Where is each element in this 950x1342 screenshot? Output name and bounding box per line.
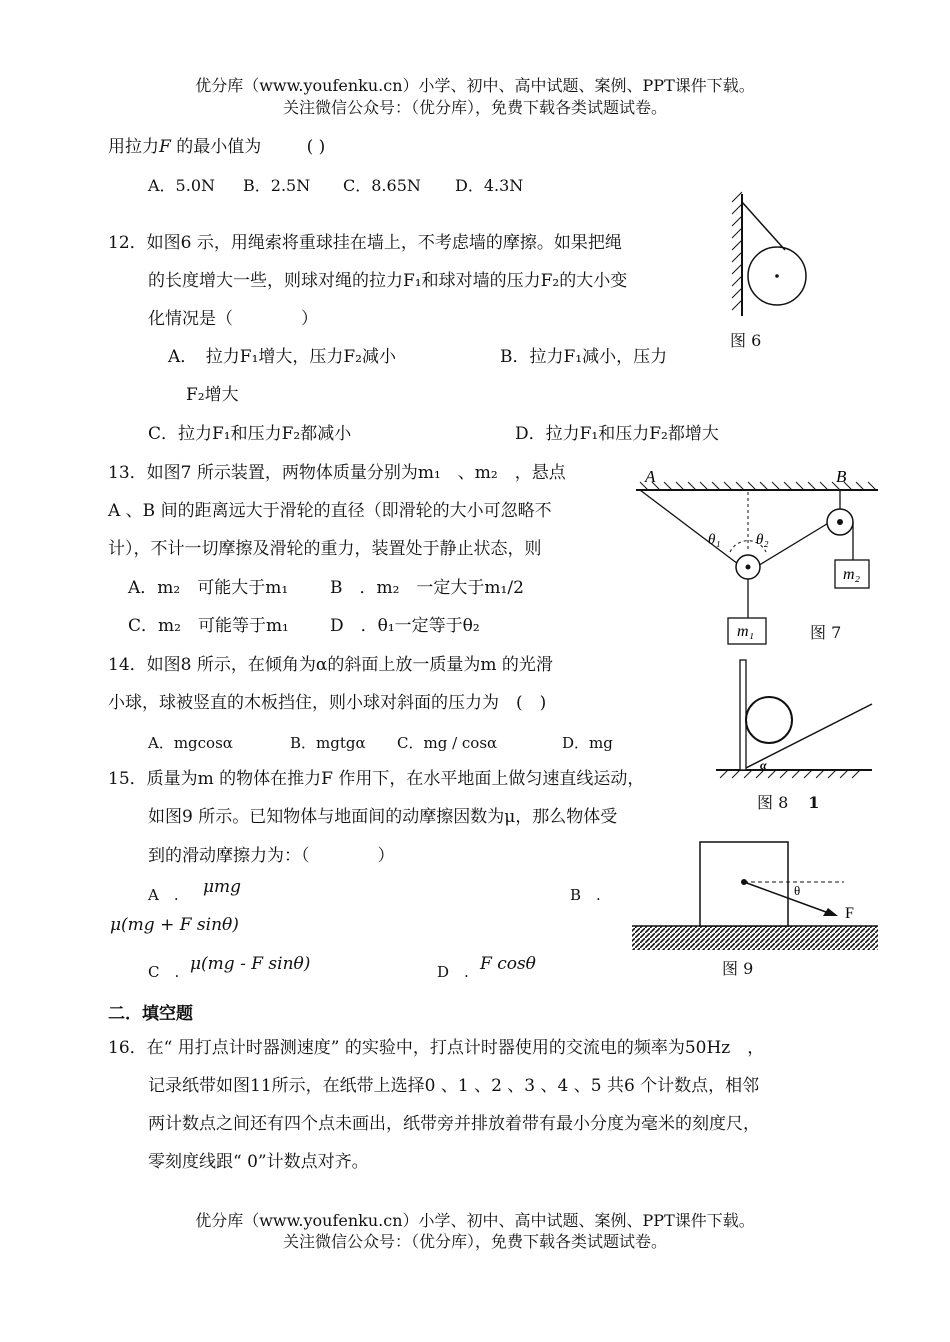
figure-9: [630, 838, 882, 956]
figure-7-caption: 图 7: [810, 623, 842, 642]
label-m1: m₁: [737, 623, 755, 640]
q12-option-b: B．拉力F₁减小，压力: [500, 347, 668, 367]
label-m2: m₂: [843, 566, 861, 583]
q16-line-3: 两计数点之间还有四个点未画出，纸带旁并排放着带有最小分度为毫米的刻度尺，: [148, 1114, 760, 1134]
q16-line-4: 零刻度线跟“ 0”计数点对齐。: [148, 1152, 369, 1172]
header-line-1: 优分库（www.youfenku.cn）小学、初中、高中试题、案例、PPT课件下载。: [195, 76, 755, 95]
figure-6: [730, 188, 820, 323]
q12-line-1: 12．如图6 示，用绳索将重球挂在墙上，不考虑墙的摩擦。如果把绳: [108, 233, 622, 253]
section-title: 二．填空题: [108, 1004, 193, 1024]
label-theta1: θ₁: [708, 532, 721, 548]
figure-7: [630, 462, 885, 652]
q15-option-c-formula: μ(mg - F sinθ): [190, 954, 311, 974]
label-alpha: α: [760, 758, 767, 772]
q15-option-a-label: A .: [148, 886, 179, 904]
q14-option-d: D．mg: [562, 734, 613, 752]
q15-option-b-label: B .: [570, 886, 601, 904]
label-a: A: [645, 467, 656, 486]
wall-hatch: [732, 192, 742, 310]
ball-center: [775, 274, 779, 278]
q13-line-3: 计），不计一切摩擦及滑轮的重力，装置处于静止状态，则: [108, 539, 542, 559]
q13-line-1: 13．如图7 所示装置，两物体质量分别为m₁ 、m₂ ，悬点: [108, 463, 566, 483]
rope: [742, 202, 785, 250]
figure-8-caption: 图 8 1: [757, 793, 820, 812]
fixed-pulley-axle: [837, 519, 843, 525]
rope-left: [640, 490, 742, 567]
q11-option-a: A．5.0N: [148, 176, 216, 195]
q16-line-1: 16．在“ 用打点计时器测速度” 的实验中，打点计时器使用的交流电的频率为50Hz ，: [108, 1038, 765, 1058]
q11-stem: 用拉力F 的最小值为 ( ): [108, 137, 326, 157]
q12-option-b-cont: F₂增大: [186, 385, 239, 405]
q14-line-1: 14．如图8 所示，在倾角为α的斜面上放一质量为m 的光滑: [108, 655, 553, 675]
vertical-board: [740, 660, 746, 770]
q12-line-3: 化情况是（ ）: [148, 309, 318, 329]
label-theta: θ: [794, 883, 801, 898]
q13-option-d: D ．θ₁一定等于θ₂: [330, 616, 480, 636]
q12-option-c: C．拉力F₁和压力F₂都减小: [148, 424, 352, 444]
figure-6-caption: 图 6: [730, 331, 762, 350]
label-f: F: [845, 905, 854, 922]
q16-line-2: 记录纸带如图11所示，在纸带上选择0 、1 、2 、3 、4 、5 共6 个计数点，相邻: [148, 1076, 760, 1096]
label-b: B: [836, 467, 847, 486]
q15-line-1: 15．质量为m 的物体在推力F 作用下，在水平地面上做匀速直线运动，: [108, 769, 645, 789]
figure-8: [712, 658, 882, 780]
q13-option-a: A．m₂ 可能大于m₁: [128, 578, 289, 598]
q14-line-2: 小球，球被竖直的木板挡住，则小球对斜面的压力为 ( ): [108, 693, 547, 713]
q15-option-d-formula: F cosθ: [480, 954, 536, 974]
q15-option-a-formula: μmg: [203, 877, 242, 897]
q15-line-3: 到的滑动摩擦力为：（ ）: [148, 846, 395, 866]
q12-option-a: A． 拉力F₁增大，压力F₂减小: [168, 347, 396, 367]
ground-hatch: [720, 770, 860, 778]
q15-option-b-formula: μ(mg + F sinθ): [110, 915, 239, 935]
q14-option-a: A．mgcosα: [148, 734, 233, 752]
q15-option-d-label: D .: [437, 963, 469, 981]
q13-option-c: C．m₂ 可能等于m₁: [128, 616, 289, 636]
moving-pulley-axle: [746, 565, 751, 570]
q14-option-c: C．mg / cosα: [397, 734, 498, 752]
footer-line-2: 关注微信公众号：（优分库），免费下载各类试题试卷。: [282, 1232, 667, 1251]
header-line-2: 关注微信公众号：（优分库），免费下载各类试题试卷。: [282, 98, 667, 117]
q14-option-b: B．mgtgα: [290, 734, 366, 752]
q13-line-2: A 、B 间的距离远大于滑轮的直径（即滑轮的大小可忽略不: [108, 501, 552, 521]
q15-option-c-label: C .: [148, 963, 180, 981]
footer-line-1: 优分库（www.youfenku.cn）小学、初中、高中试题、案例、PPT课件下载。: [195, 1211, 755, 1230]
label-theta2: θ₂: [756, 532, 769, 548]
q11-option-b: B．2.5N: [243, 176, 311, 195]
q11-option-c: C．8.65N: [343, 176, 421, 195]
q15-line-2: 如图9 所示。已知物体与地面间的动摩擦因数为μ，那么物体受: [148, 807, 618, 827]
q13-option-b: B ．m₂ 一定大于m₁/2: [330, 578, 524, 598]
q12-option-d: D．拉力F₁和压力F₂都增大: [515, 424, 719, 444]
figure-9-caption: 图 9: [722, 959, 754, 978]
ground: [632, 926, 878, 950]
ball: [746, 697, 792, 743]
q11-option-d: D．4.3N: [455, 176, 524, 195]
q12-line-2: 的长度增大一些，则球对绳的拉力F₁和球对墙的压力F₂的大小变: [148, 271, 628, 291]
